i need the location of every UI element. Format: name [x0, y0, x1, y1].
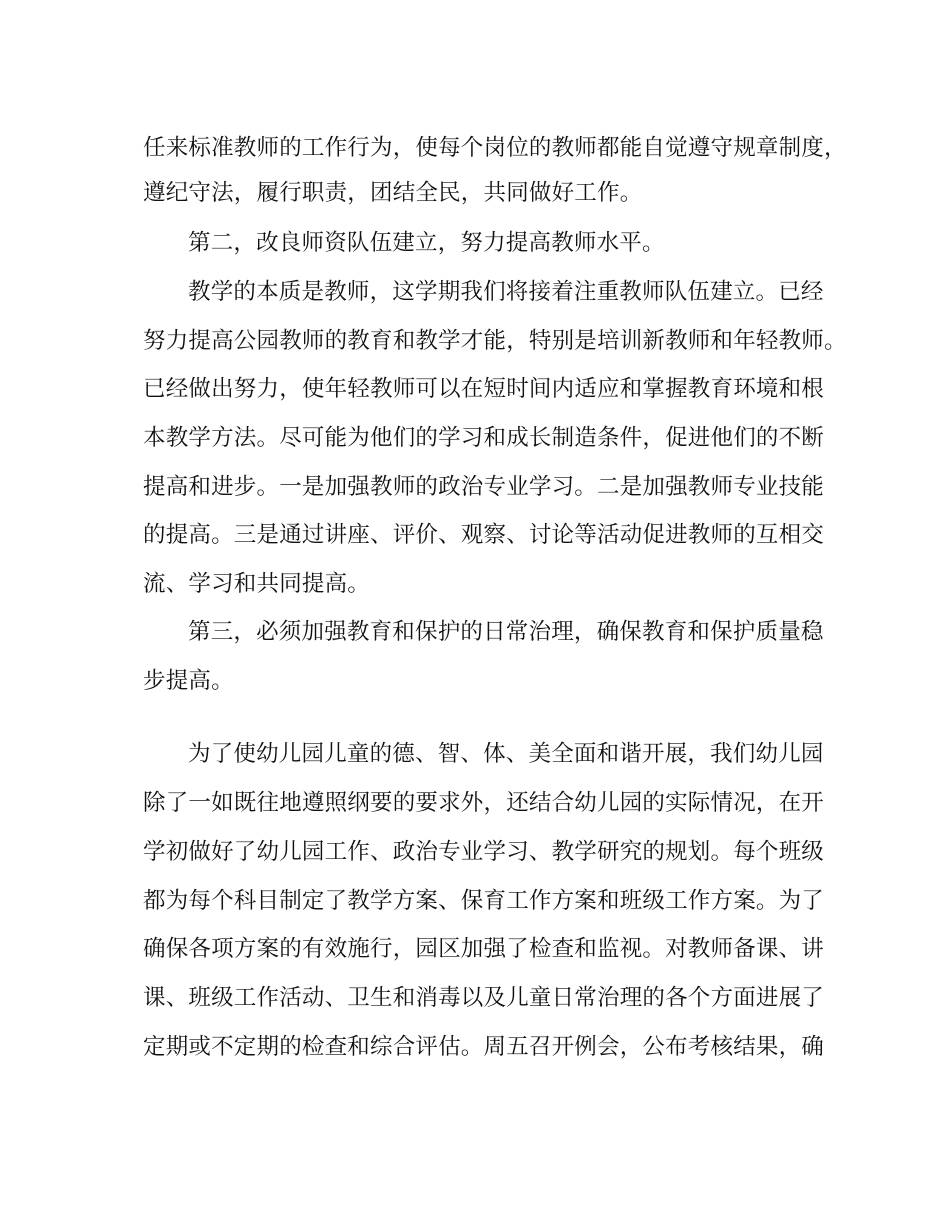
text-line: 学初做好了幼儿园工作、政治专业学习、教学研究的规划。每个班级 — [143, 839, 825, 865]
text-line: 教学的本质是教师，这学期我们将接着注重教师队伍建立。已经 — [188, 279, 824, 305]
text-line: 已经做出努力，使年轻教师可以在短时间内适应和掌握教育环境和根 — [143, 376, 825, 402]
text-line: 确保各项方案的有效施行，园区加强了检查和监视。对教师备课、讲 — [143, 936, 825, 962]
section-heading: 第二，改良师资队伍建立，努力提高教师水平。 — [188, 230, 665, 256]
text-line: 的提高。三是通过讲座、评价、观察、讨论等活动促进教师的互相交 — [143, 522, 825, 548]
text-line: 本教学方法。尽可能为他们的学习和成长制造条件，促进他们的不断 — [143, 425, 825, 451]
text-line: 流、学习和共同提高。 — [143, 571, 371, 597]
text-line: 为了使幼儿园儿童的德、智、体、美全面和谐开展，我们幼儿园 — [188, 741, 824, 767]
text-line: 步提高。 — [143, 668, 234, 694]
text-line: 努力提高公园教师的教育和教学才能，特别是培训新教师和年轻教师。 — [143, 328, 847, 354]
text-line: 都为每个科目制定了教学方案、保育工作方案和班级工作方案。为了 — [143, 888, 825, 914]
text-line: 定期或不定期的检查和综合评估。周五召开例会，公布考核结果，确 — [143, 1034, 825, 1060]
text-line: 课、班级工作活动、卫生和消毒以及儿童日常治理的各个方面进展了 — [143, 985, 825, 1011]
text-line: 遵纪守法，履行职责，团结全民，共同做好工作。 — [143, 180, 643, 206]
text-line: 任来标准教师的工作行为，使每个岗位的教师都能自觉遵守规章制度， — [143, 135, 847, 161]
section-heading: 第三，必须加强教育和保护的日常治理，确保教育和保护质量稳 — [188, 619, 824, 645]
text-line: 提高和进步。一是加强教师的政治专业学习。二是加强教师专业技能 — [143, 474, 825, 500]
text-line: 除了一如既往地遵照纲要的要求外，还结合幼儿园的实际情况，在开 — [143, 790, 825, 816]
